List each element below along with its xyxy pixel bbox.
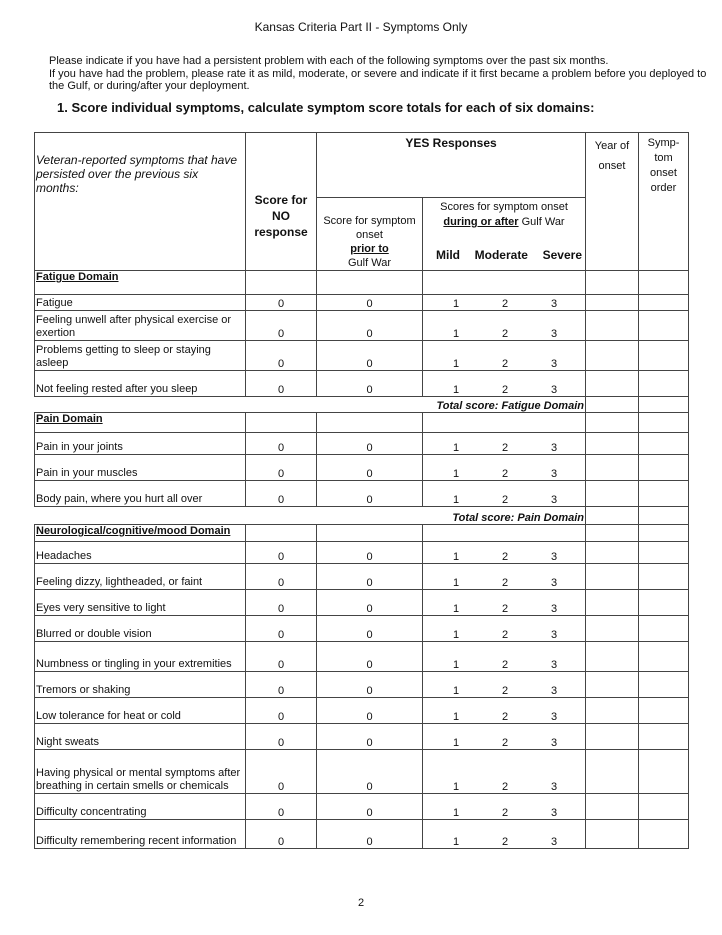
severity-score-group: [424, 685, 584, 697]
severity-score-group: [424, 298, 584, 310]
intro-line-2: If you have had the problem, please rate it as mild, moderate, or severe and indicate if it first became a problem before you deployed to the Gulf, or during/after your deployment.: [49, 67, 707, 92]
no-cell: [246, 271, 317, 295]
no-cell: [246, 525, 317, 542]
no-score: 0: [246, 481, 317, 507]
severity-scores: [423, 750, 586, 794]
no-score: 0: [246, 341, 317, 371]
year-of-onset-cell: [586, 371, 639, 397]
severe-score: 3: [550, 468, 558, 480]
severity-scores: [423, 311, 586, 341]
prior-score: 0: [317, 820, 423, 849]
severe-score: 3: [550, 603, 558, 615]
year-of-onset-cell: [586, 642, 639, 672]
onset-order-cell: [639, 616, 689, 642]
symptom-label: Having physical or mental symptoms after breathing in certain smells or chemicals: [35, 750, 246, 794]
prior-label-b: prior to: [350, 243, 389, 255]
prior-cell: [317, 525, 423, 542]
severity-cell: [423, 525, 586, 542]
symptom-column-header: [35, 133, 246, 271]
moderate-score: 2: [501, 577, 509, 589]
severity-score-group: [424, 629, 584, 641]
symptom-row: [35, 698, 689, 724]
year-of-onset-cell: [586, 481, 639, 507]
onset-order-cell: [639, 698, 689, 724]
order-cell: [639, 397, 689, 413]
prior-score: 0: [317, 311, 423, 341]
severity-scores: [423, 616, 586, 642]
severity-score-group: [424, 442, 584, 454]
onset-order-cell: [639, 341, 689, 371]
symptom-row: [35, 672, 689, 698]
year-of-onset-cell: [586, 672, 639, 698]
symptom-label: Difficulty concentrating: [35, 794, 246, 820]
moderate-score: 2: [501, 711, 509, 723]
prior-score: 0: [317, 564, 423, 590]
during-label-a: Scores for symptom onset: [440, 201, 568, 213]
prior-score: 0: [317, 433, 423, 455]
symptom-row: [35, 433, 689, 455]
moderate-score: 2: [501, 659, 509, 671]
no-score: 0: [246, 564, 317, 590]
pain-total-row: [35, 507, 689, 525]
mild-score: 1: [452, 468, 460, 480]
neuro-domain-row: [35, 525, 689, 542]
year-of-onset-cell: [586, 724, 639, 750]
severity-scores: [423, 672, 586, 698]
onset-order-cell: [639, 750, 689, 794]
severity-score-group: [424, 807, 584, 819]
severity-scores: [423, 481, 586, 507]
severity-score-group: [424, 577, 584, 589]
year-of-onset-cell: [586, 590, 639, 616]
severity-score-group: [424, 711, 584, 723]
prior-label-c: Gulf War: [348, 257, 391, 269]
order-cell: [639, 507, 689, 525]
domain-heading: Neurological/cognitive/mood Domain: [35, 525, 246, 542]
prior-score: 0: [317, 750, 423, 794]
no-score: 0: [246, 794, 317, 820]
severity-score-group: [424, 551, 584, 563]
prior-score: 0: [317, 794, 423, 820]
symptom-header-text: Veteran-reported symptoms that have persisted over the previous six months:: [36, 153, 237, 195]
symptom-label: Feeling unwell after physical exercise or exertion: [35, 311, 246, 341]
prior-score: 0: [317, 672, 423, 698]
year-of-onset-cell: [586, 616, 639, 642]
mild-score: 1: [452, 328, 460, 340]
moderate-score: 2: [501, 384, 509, 396]
severity-scores: [423, 794, 586, 820]
symptom-label: Body pain, where you hurt all over: [35, 481, 246, 507]
onset-order-cell: [639, 371, 689, 397]
symptom-row: [35, 311, 689, 341]
severity-score-group: [424, 781, 584, 793]
fatigue-domain-row: [35, 271, 689, 295]
year-cell: [586, 525, 639, 542]
symptom-row: [35, 590, 689, 616]
year-cell: [586, 271, 639, 295]
prior-score: 0: [317, 724, 423, 750]
symptom-label: Numbness or tingling in your extremities: [35, 642, 246, 672]
onset-order-cell: [639, 724, 689, 750]
prior-label-a: Score for symptom onset: [323, 215, 416, 241]
prior-score: 0: [317, 616, 423, 642]
prior-cell: [317, 413, 423, 433]
severe-score: 3: [550, 659, 558, 671]
symptom-row: [35, 481, 689, 507]
during-label-c: Gulf War: [521, 216, 565, 228]
severity-scores: [423, 341, 586, 371]
intro-text: [49, 55, 709, 93]
severe-score: 3: [550, 358, 558, 370]
severe-score: 3: [550, 737, 558, 749]
mild-score: 1: [452, 298, 460, 310]
during-label-line: [424, 215, 584, 230]
symptom-label: Blurred or double vision: [35, 616, 246, 642]
symptom-row: [35, 564, 689, 590]
no-score: 0: [246, 433, 317, 455]
order-cell: [639, 525, 689, 542]
severity-score-group: [424, 468, 584, 480]
prior-score: 0: [317, 455, 423, 481]
onset-order-cell: [639, 820, 689, 849]
prior-cell: [317, 271, 423, 295]
onset-order-cell: [639, 794, 689, 820]
pain-domain-row: [35, 413, 689, 433]
mild-score: 1: [452, 781, 460, 793]
mild-score: 1: [452, 603, 460, 615]
domain-total-label: Total score: Pain Domain: [35, 507, 586, 525]
during-onset-header: [423, 198, 586, 271]
domain-heading: Pain Domain: [35, 413, 246, 433]
year-cell: [586, 507, 639, 525]
severity-score-group: [424, 737, 584, 749]
prior-onset-header: [317, 198, 423, 271]
moderate-score: 2: [501, 781, 509, 793]
symptom-row: [35, 820, 689, 849]
severity-scores: [423, 820, 586, 849]
symptom-row: [35, 750, 689, 794]
no-score: 0: [246, 672, 317, 698]
severe-score: 3: [550, 629, 558, 641]
mild-score: 1: [452, 358, 460, 370]
severe-score: 3: [550, 577, 558, 589]
no-score: 0: [246, 820, 317, 849]
prior-score: 0: [317, 698, 423, 724]
severity-score-group: [424, 358, 584, 370]
moderate-score: 2: [501, 629, 509, 641]
prior-score: 0: [317, 642, 423, 672]
onset-order-cell: [639, 295, 689, 311]
severity-score-group: [424, 328, 584, 340]
severe-label: Severe: [542, 248, 582, 262]
header-row-1: [35, 133, 689, 198]
severity-scores: [423, 455, 586, 481]
mild-score: 1: [452, 384, 460, 396]
moderate-score: 2: [501, 603, 509, 615]
onset-order-header: Symp-tom onset order: [639, 133, 689, 271]
symptom-row: [35, 724, 689, 750]
severity-score-group: [424, 494, 584, 506]
year-of-onset-cell: [586, 455, 639, 481]
no-score: 0: [246, 590, 317, 616]
symptom-label: Fatigue: [35, 295, 246, 311]
mild-score: 1: [452, 494, 460, 506]
severe-score: 3: [550, 494, 558, 506]
severe-score: 3: [550, 328, 558, 340]
severity-score-group: [424, 384, 584, 396]
moderate-score: 2: [501, 442, 509, 454]
domain-heading: Fatigue Domain: [35, 271, 246, 295]
onset-order-cell: [639, 542, 689, 564]
moderate-label: Moderate: [474, 248, 528, 262]
symptom-row: [35, 794, 689, 820]
year-of-onset-cell: [586, 341, 639, 371]
intro-line-1: Please indicate if you have had a persistent problem with each of the following symptoms over the past six months.: [49, 55, 609, 67]
mild-score: 1: [452, 551, 460, 563]
mild-score: 1: [452, 807, 460, 819]
symptom-label: Pain in your joints: [35, 433, 246, 455]
no-score: 0: [246, 642, 317, 672]
prior-score: 0: [317, 481, 423, 507]
mild-score: 1: [452, 577, 460, 589]
onset-order-cell: [639, 481, 689, 507]
moderate-score: 2: [501, 468, 509, 480]
severity-scores: [423, 542, 586, 564]
moderate-score: 2: [501, 807, 509, 819]
year-of-onset-cell: [586, 564, 639, 590]
no-score: 0: [246, 698, 317, 724]
year-of-onset-cell: [586, 750, 639, 794]
year-of-onset-cell: [586, 698, 639, 724]
year-of-onset-cell: [586, 311, 639, 341]
no-score: 0: [246, 750, 317, 794]
severity-scores: [423, 371, 586, 397]
moderate-score: 2: [501, 328, 509, 340]
year-of-onset-cell: [586, 295, 639, 311]
symptom-label: Headaches: [35, 542, 246, 564]
no-score: 0: [246, 371, 317, 397]
moderate-score: 2: [501, 358, 509, 370]
symptom-row: [35, 542, 689, 564]
no-score: 0: [246, 542, 317, 564]
page-header: Kansas Criteria Part II - Symptoms Only: [254, 20, 468, 34]
severe-score: 3: [550, 384, 558, 396]
mild-score: 1: [452, 659, 460, 671]
no-score: 0: [246, 295, 317, 311]
severe-score: 3: [550, 807, 558, 819]
year-cell: [586, 413, 639, 433]
symptom-row: [35, 455, 689, 481]
symptom-label: Difficulty remembering recent information: [35, 820, 246, 849]
symptom-label: Pain in your muscles: [35, 455, 246, 481]
symptom-row: [35, 295, 689, 311]
severe-score: 3: [550, 298, 558, 310]
during-label-b: during or after: [443, 216, 519, 228]
moderate-score: 2: [501, 685, 509, 697]
prior-score: 0: [317, 341, 423, 371]
page-number: 2: [357, 897, 365, 909]
year-of-onset-header: Year of onset: [586, 133, 639, 271]
instruction-heading: 1. Score individual symptoms, calculate symptom score totals for each of six domains:: [57, 100, 595, 115]
symptom-row: [35, 341, 689, 371]
symptom-label: Feeling dizzy, lightheaded, or faint: [35, 564, 246, 590]
onset-order-cell: [639, 672, 689, 698]
year-of-onset-cell: [586, 433, 639, 455]
mild-label: Mild: [436, 248, 460, 262]
mild-score: 1: [452, 836, 460, 848]
severity-scores: [423, 564, 586, 590]
order-cell: [639, 413, 689, 433]
symptom-label: Night sweats: [35, 724, 246, 750]
mild-score: 1: [452, 629, 460, 641]
moderate-score: 2: [501, 298, 509, 310]
mild-score: 1: [452, 737, 460, 749]
no-score: 0: [246, 724, 317, 750]
mild-score: 1: [452, 711, 460, 723]
severe-score: 3: [550, 442, 558, 454]
symptom-label: Problems getting to sleep or staying asleep: [35, 341, 246, 371]
symptom-row: [35, 371, 689, 397]
onset-order-cell: [639, 455, 689, 481]
severity-scores: [423, 295, 586, 311]
severity-score-group: [424, 836, 584, 848]
prior-score: 0: [317, 371, 423, 397]
prior-score: 0: [317, 542, 423, 564]
severity-cell: [423, 271, 586, 295]
no-score: 0: [246, 616, 317, 642]
onset-order-cell: [639, 433, 689, 455]
severe-score: 3: [550, 551, 558, 563]
symptom-label: Tremors or shaking: [35, 672, 246, 698]
severity-score-group: [424, 603, 584, 615]
moderate-score: 2: [501, 494, 509, 506]
prior-score: 0: [317, 295, 423, 311]
symptom-table: [34, 132, 689, 849]
symptom-row: [35, 642, 689, 672]
moderate-score: 2: [501, 551, 509, 563]
moderate-score: 2: [501, 737, 509, 749]
onset-order-cell: [639, 311, 689, 341]
mild-score: 1: [452, 442, 460, 454]
severity-scores: [423, 642, 586, 672]
year-of-onset-cell: [586, 794, 639, 820]
onset-order-cell: [639, 564, 689, 590]
domain-total-label: Total score: Fatigue Domain: [35, 397, 586, 413]
severity-scores: [423, 590, 586, 616]
severe-score: 3: [550, 836, 558, 848]
yes-responses-header: YES Responses: [317, 133, 586, 198]
onset-order-cell: [639, 590, 689, 616]
symptom-label: Low tolerance for heat or cold: [35, 698, 246, 724]
fatigue-total-row: [35, 397, 689, 413]
symptom-label: Not feeling rested after you sleep: [35, 371, 246, 397]
year-cell: [586, 397, 639, 413]
prior-score: 0: [317, 590, 423, 616]
severity-cell: [423, 413, 586, 433]
mild-score: 1: [452, 685, 460, 697]
year-of-onset-cell: [586, 542, 639, 564]
severe-score: 3: [550, 711, 558, 723]
no-response-header: Score for NO response: [246, 133, 317, 271]
severe-score: 3: [550, 685, 558, 697]
no-cell: [246, 413, 317, 433]
severity-scores: [423, 433, 586, 455]
severe-score: 3: [550, 781, 558, 793]
severity-scores: [423, 724, 586, 750]
severity-labels: [424, 248, 584, 263]
no-score: 0: [246, 455, 317, 481]
order-cell: [639, 271, 689, 295]
severity-score-group: [424, 659, 584, 671]
year-of-onset-cell: [586, 820, 639, 849]
severity-scores: [423, 698, 586, 724]
onset-order-cell: [639, 642, 689, 672]
symptom-row: [35, 616, 689, 642]
no-score: 0: [246, 311, 317, 341]
moderate-score: 2: [501, 836, 509, 848]
symptom-label: Eyes very sensitive to light: [35, 590, 246, 616]
